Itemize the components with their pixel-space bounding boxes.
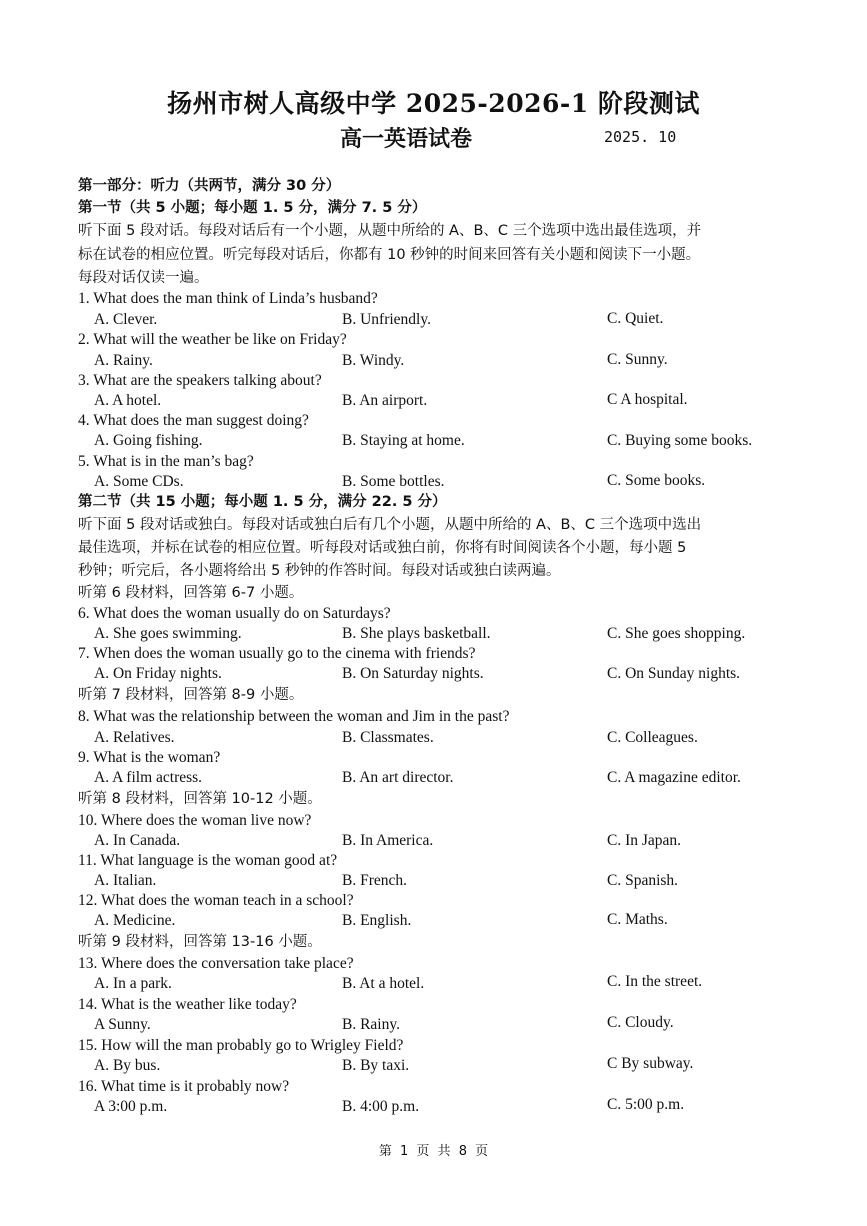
question-3: 3. What are the speakers talking about? [78, 372, 322, 389]
option-a: A. Rainy. [94, 352, 153, 369]
question-12: 12. What does the woman teach in a school? [78, 892, 354, 909]
section1-instruction: 标在试卷的相应位置。听完每段对话后，你都有 10 秒钟的时间来回答有关小题和阅读下一小题。 [78, 247, 701, 263]
option-a: A. A hotel. [94, 392, 162, 409]
option-b: B. Rainy. [342, 1016, 400, 1033]
question-13: 13. Where does the conversation take place? [78, 955, 354, 972]
question-5: 5. What is in the man’s bag? [78, 453, 254, 470]
option-a: A. In a park. [94, 975, 172, 992]
option-b: B. At a hotel. [342, 975, 425, 992]
option-c: C. Buying some books. [607, 432, 753, 449]
option-a: A. A film actress. [94, 769, 203, 786]
option-c: C. In Japan. [607, 832, 682, 849]
option-b: B. She plays basketball. [342, 625, 491, 642]
question-8: 8. What was the relationship between the woman and Jim in the past? [78, 708, 510, 725]
page-footer: 第 1 页 共 8 页 [378, 1144, 489, 1159]
option-c: C. Sunny. [607, 351, 668, 368]
option-c: C. Colleagues. [607, 729, 698, 746]
option-b: B. An airport. [342, 392, 428, 409]
option-b: B. Staying at home. [342, 432, 465, 449]
option-c: C. She goes shopping. [607, 625, 746, 642]
question-14: 14. What is the weather like today? [78, 996, 297, 1013]
question-16: 16. What time is it probably now? [78, 1078, 290, 1095]
option-b: B. Windy. [342, 352, 405, 369]
option-b: B. On Saturday nights. [342, 665, 484, 682]
option-a: A. Going fishing. [94, 432, 203, 449]
exam-title: 扬州市树人高级中学 2025-2026-1 阶段测试 [167, 89, 700, 118]
question-4: 4. What does the man suggest doing? [78, 412, 309, 429]
option-a: A. By bus. [94, 1057, 161, 1074]
option-c: C. Spanish. [607, 872, 679, 889]
question-1: 1. What does the man think of Linda’s husband? [78, 290, 378, 307]
option-a: A. Italian. [94, 872, 157, 889]
option-a: A. Clever. [94, 311, 158, 328]
material-heading: 听第 6 段材料，回答第 6-7 小题。 [78, 585, 304, 601]
exam-date: 2025. 10 [604, 128, 677, 146]
option-c: C. On Sunday nights. [607, 665, 741, 682]
option-c: C. In the street. [607, 973, 703, 990]
option-c: C. Quiet. [607, 310, 664, 327]
option-b: B. An art director. [342, 769, 454, 786]
option-b: B. English. [342, 912, 412, 929]
section1-instruction: 每段对话仅读一遍。 [78, 270, 209, 286]
option-c: C. A magazine editor. [607, 769, 741, 786]
question-7: 7. When does the woman usually go to the cinema with friends? [78, 645, 476, 662]
section1-instruction: 听下面 5 段对话。每段对话后有一个小题，从题中所给的 A、B、C 三个选项中选出最佳选项，并 [78, 223, 702, 239]
section2-instruction: 最佳选项，并标在试卷的相应位置。听每段对话或独白前，你将有时间阅读各个小题，每小题 5 [78, 540, 687, 556]
question-15: 15. How will the man probably go to Wrigley Field? [78, 1037, 404, 1054]
option-c: C. 5:00 p.m. [607, 1096, 685, 1113]
material-heading: 听第 9 段材料，回答第 13-16 小题。 [78, 934, 322, 950]
option-a: A Sunny. [94, 1016, 151, 1033]
material-heading: 听第 7 段材料，回答第 8-9 小题。 [78, 687, 304, 703]
option-a: A. She goes swimming. [94, 625, 242, 642]
option-a: A 3:00 p.m. [94, 1098, 168, 1115]
question-6: 6. What does the woman usually do on Saturdays? [78, 605, 391, 622]
option-a: A. In Canada. [94, 832, 181, 849]
option-b: B. Unfriendly. [342, 311, 431, 328]
question-9: 9. What is the woman? [78, 749, 221, 766]
exam-subtitle: 高一英语试卷 [340, 126, 473, 152]
option-c: C By subway. [607, 1055, 694, 1072]
option-b: B. Classmates. [342, 729, 434, 746]
option-a: A. Some CDs. [94, 473, 184, 490]
section1-heading: 第一节（共 5 小题；每小题 1. 5 分，满分 7. 5 分） [78, 200, 427, 216]
option-c: C. Some books. [607, 472, 706, 489]
section2-heading: 第二节（共 15 小题；每小题 1. 5 分，满分 22. 5 分） [78, 494, 447, 510]
section2-instruction: 秒钟；听完后，各小题将给出 5 秒钟的作答时间。每段对话或独白读两遍。 [78, 563, 561, 579]
part1-heading: 第一部分：听力（共两节，满分 30 分） [78, 178, 341, 194]
option-b: B. Some bottles. [342, 473, 445, 490]
question-2: 2. What will the weather be like on Friday? [78, 331, 347, 348]
option-b: B. By taxi. [342, 1057, 410, 1074]
option-a: A. Relatives. [94, 729, 175, 746]
option-a: A. On Friday nights. [94, 665, 222, 682]
option-a: A. Medicine. [94, 912, 176, 929]
question-10: 10. Where does the woman live now? [78, 812, 312, 829]
option-b: B. 4:00 p.m. [342, 1098, 420, 1115]
option-c: C. Cloudy. [607, 1014, 674, 1031]
material-heading: 听第 8 段材料，回答第 10-12 小题。 [78, 791, 322, 807]
option-c: C A hospital. [607, 391, 688, 408]
section2-instruction: 听下面 5 段对话或独白。每段对话或独白后有几个小题，从题中所给的 A、B、C 三个选项中选出 [78, 517, 702, 533]
option-b: B. French. [342, 872, 408, 889]
option-c: C. Maths. [607, 911, 668, 928]
question-11: 11. What language is the woman good at? [78, 852, 338, 869]
option-b: B. In America. [342, 832, 434, 849]
